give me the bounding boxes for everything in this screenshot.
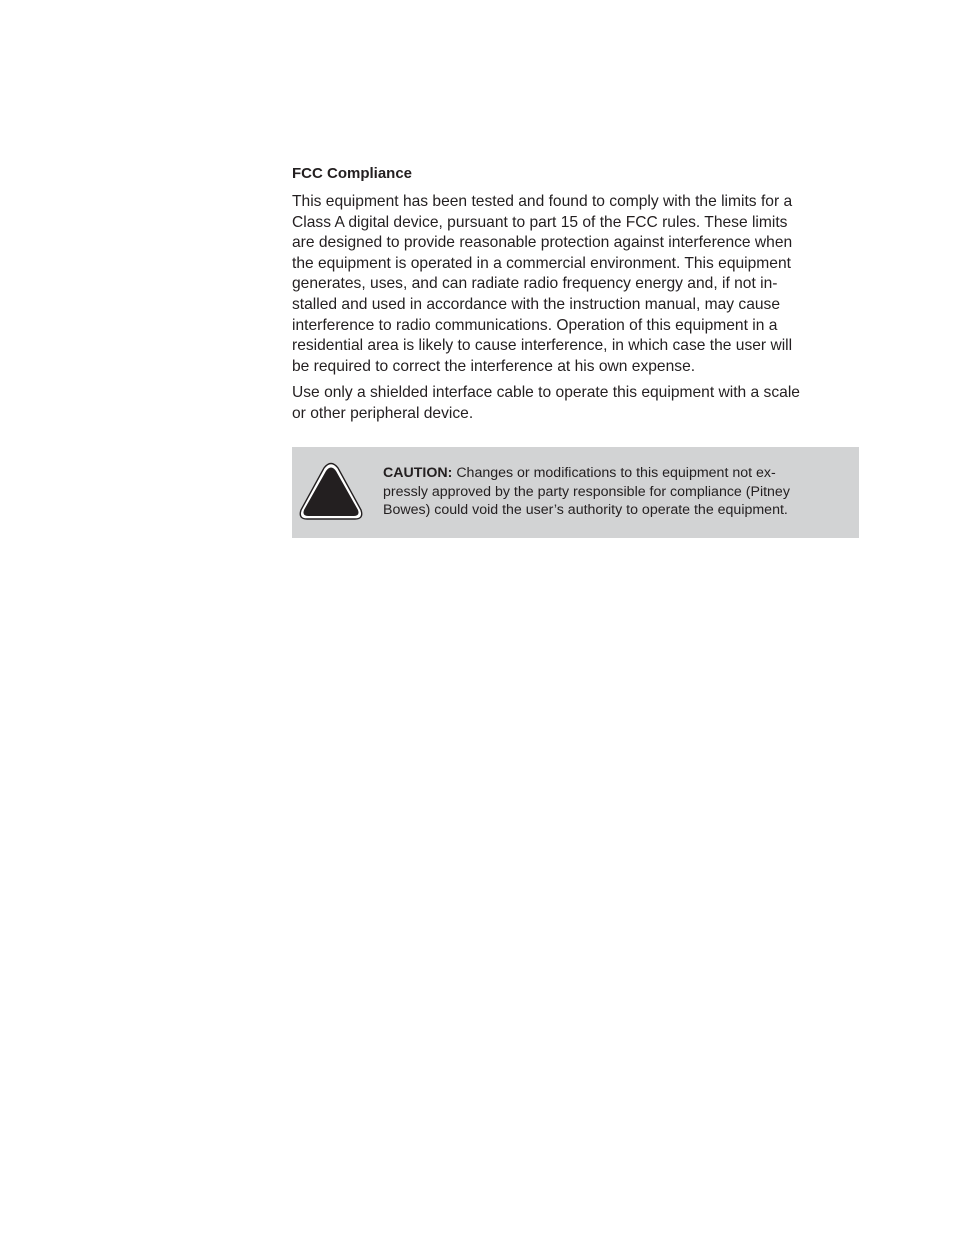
paragraph-line: This equipment has been tested and found to comply with the limits for a <box>292 193 793 210</box>
caution-line-text: Changes or modifications to this equipment not ex- <box>456 465 776 481</box>
paragraph-line: Class A digital device, pursuant to part 15 of the FCC rules. These limits <box>292 213 788 231</box>
paragraph-line: generates, uses, and can radiate radio frequency energy and, if not in- <box>292 275 778 293</box>
paragraph-line: interference to radio communications. Operation of this equipment in a <box>292 316 778 334</box>
paragraph-line: be required to correct the interference at his own expense. <box>292 357 696 375</box>
fcc-compliance-section <box>292 164 860 431</box>
caution-label: CAUTION: <box>383 465 453 481</box>
caution-line <box>383 464 853 483</box>
paragraph-line: the equipment is operated in a commercial environment. This equipment <box>292 254 791 272</box>
warning-triangle-icon <box>297 461 365 522</box>
compliance-paragraph <box>292 192 860 377</box>
paragraph-line: Use only a shielded interface cable to operate this equipment with a scale <box>292 384 800 402</box>
paragraph-line: residential area is likely to cause interference, in which case the user will <box>292 337 793 355</box>
section-heading: FCC Compliance <box>292 165 413 182</box>
paragraph-line: stalled and used in accordance with the instruction manual, may cause <box>292 295 781 313</box>
cable-paragraph <box>292 383 860 424</box>
caution-line: pressly approved by the party responsible for compliance (Pitney <box>383 483 790 500</box>
paragraph-line: or other peripheral device. <box>292 404 474 422</box>
caution-message <box>383 464 853 520</box>
paragraph-line: are designed to provide reasonable protection against interference when <box>292 234 793 252</box>
caution-line: Bowes) could void the user’s authority to operate the equipment. <box>383 502 788 518</box>
